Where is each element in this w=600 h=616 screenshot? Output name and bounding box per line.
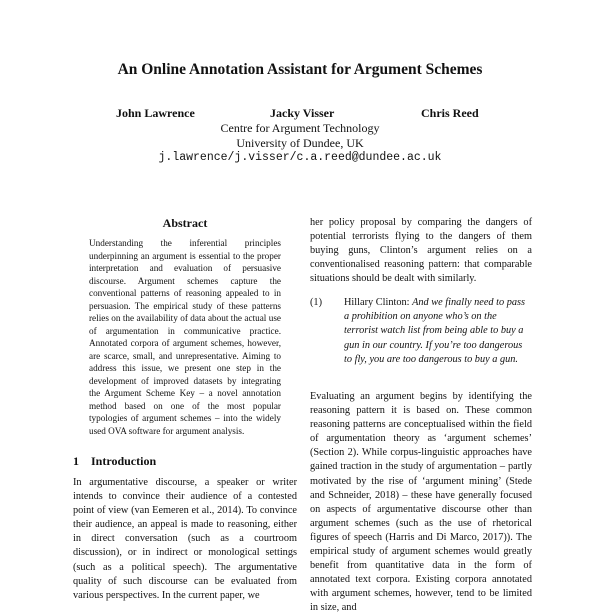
right-top-paragraph: her policy proposal by comparing the dangers of potential terrorists flying to the dangers of them buying guns, Clinton’s argument relies on a conventionalised reasoning pattern: that comparable situations should be dealt with similarly. <box>310 217 532 285</box>
author-email: j.lawrence/j.visser/c.a.reed@dundee.ac.uk <box>158 151 442 164</box>
example-number: (1) <box>310 297 323 308</box>
institution: University of Dundee, UK <box>236 136 364 150</box>
example-speaker: Hillary Clinton: <box>344 297 410 308</box>
affiliation: Centre for Argument Technology <box>220 121 380 135</box>
intro-paragraph: In argumentative discourse, a speaker or writer intends to convince their audience of a contested point of view (van Eemeren et al., 2014). To convince their audience, an appeal is made to reasoning, either in direct conversation (such as a courtroom discussion), or in indirect or monological settings (such as a political speech). The argumentative quality of such discourse can be evaluated from various perspectives. In the current paper, we <box>73 477 297 601</box>
paper-title: An Online Annotation Assistant for Argument Schemes <box>117 61 483 78</box>
author-2: Jacky Visser <box>270 106 335 120</box>
author-3: Chris Reed <box>421 106 479 120</box>
example-block <box>310 296 532 367</box>
section-title: Introduction <box>91 454 157 468</box>
section-number: 1 <box>73 454 79 468</box>
author-1: John Lawrence <box>116 106 195 120</box>
abstract-text: Understanding the inferential principles underpinning an argument is essential to the proper interpretation and evaluation of persuasive discourse. Argument schemes capture the conventional patterns of reasoning appealed to in persuasion. The empirical study of these patterns relies on the availability of data about the actual use of argumentation in communicative practice. Annotated corpora of argument schemes, however, are scarce, small, and unrepresentative. Aiming to address this issue, we present one step in the development of improved datasets by integrating the Argument Scheme Key – a novel annotation method based on one of the most popular typologies of argument schemes – into the widely used OVA software for argument analysis. <box>89 238 281 436</box>
example-quote: And we finally need to pass a prohibition on anyone who’s on the terrorist watch list from being able to buy a gun in our country. If you’re too dangerous to fly, you are too dangerous to buy a gun. <box>344 297 526 365</box>
section-heading <box>73 454 156 469</box>
example-text <box>344 296 532 367</box>
right-body-paragraph: Evaluating an argument begins by identifying the reasoning pattern it is based on. These common reasoning patterns are conceptualised within the field of argumentation theory as ‘argument schemes’ (Section 2). While corpus-linguistic approaches have gained traction in the study of argumentation – partly motivated by the rise of ‘argument mining’ (Stede and Schneider, 2018) – these have generally focused on aspects of argumentative discourse other than argument schemes (such as the use of rhetorical figures of speech (Harris and Di Marco, 2017)). The empirical study of argument schemes would greatly benefit from quantitative data in the form of annotated text corpora. Existing corpora annotated with argument schemes, however, tend to be limited in size, and <box>310 391 532 614</box>
abstract-heading: Abstract <box>162 216 208 230</box>
